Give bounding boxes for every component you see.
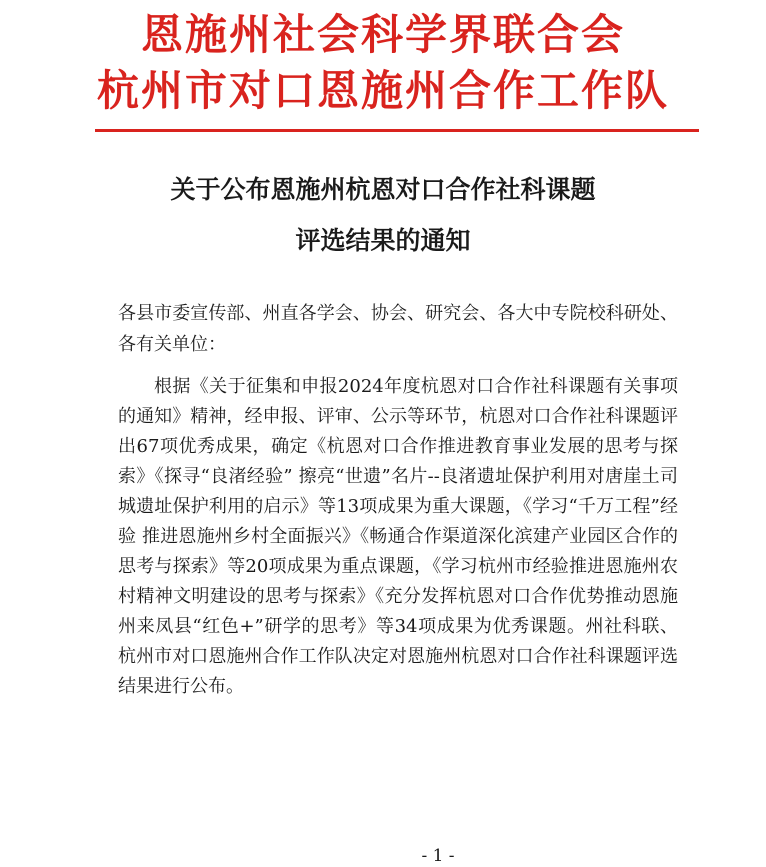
document-title-line-1: 关于公布恩施州杭恩对口合作社科课题: [170, 175, 596, 204]
salutation: 各县市委宣传部、州直各学会、协会、研究会、各大中专院校科研处、各有关单位：: [118, 303, 678, 355]
issuing-org-line-2: 杭州市对口恩施州合作工作队: [96, 66, 669, 115]
page-number: - 1 -: [421, 846, 455, 866]
issuing-org-line-1: 恩施州社会科学界联合会: [140, 10, 625, 59]
document-title-line-2: 评选结果的通知: [295, 226, 471, 255]
body-paragraph: 根据《关于征集和申报2024年度杭恩对口合作社科课题有关事项的通知》精神，经申报、评审、公示等环节，杭恩对口合作社科课题评出67项优秀成果，确定《杭恩对口合作推进教育事业发展的思考与探索》《探寻“良渚经验” 擦亮“世遗”名片--良渚遗址保护利用对唐崖土司城遗址保护利用的启示》等13项成果为重大课题，《学习“千万工程”经验 推进恩施州乡村全面振兴》《畅通合作渠道深化滨建产业园区合作的思考与探索》等20项成果为重点课题，《学习杭州市经验推进恩施州农村精神文明建设的思考与探索》《充分发挥杭恩对口合作优势推动恩施州来凤县“红色+”研学的思考》等34项成果为优秀课题。州社科联、杭州市对口恩施州合作工作队决定对恩施州杭恩对口合作社科课题评选结果进行公布。: [118, 376, 678, 697]
red-header-divider: [95, 129, 699, 132]
